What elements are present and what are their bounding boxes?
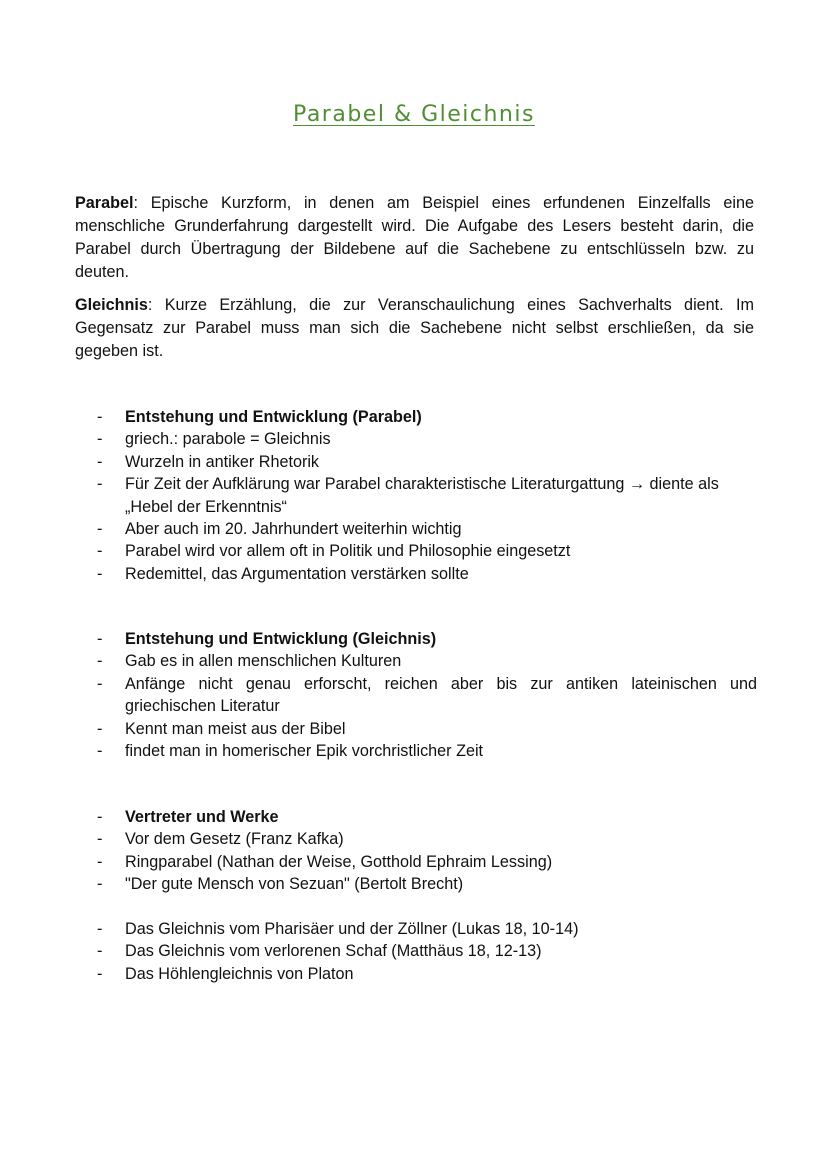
list-item: - Anfänge nicht genau erforscht, reichen aber bis zur antiken lateinischen und griechischen Literatur [97, 674, 757, 716]
page-title [0, 102, 828, 127]
list-item: - Aber auch im 20. Jahrhundert weiterhin wichtig [97, 520, 462, 539]
list-item: - Wurzeln in antiker Rhetorik [97, 452, 320, 471]
definition-text: : Epische Kurzform, in denen am Beispiel eines erfundenen Einzelfalls eine menschliche Grunderfahrung dargestellt wird. Die Aufgabe des Lesers besteht darin, die Parabel durch Übertragung der Bildebene auf die Sachebene zu entschlüsseln bzw. zu deuten. [75, 194, 754, 281]
section-authors-works [97, 806, 757, 896]
list-item: - Das Gleichnis vom verlorenen Schaf (Matthäus 18, 12-13) [97, 942, 542, 961]
section-gleichnis-history [97, 628, 757, 762]
list-item: - Parabel wird vor allem oft in Politik und Philosophie eingesetzt [97, 542, 571, 561]
list-item: - Gab es in allen menschlichen Kulturen [97, 652, 402, 671]
section-heading: - Entstehung und Entwicklung (Parabel) [97, 408, 422, 426]
definition-term: Gleichnis [75, 296, 148, 314]
list-item: - Das Höhlengleichnis von Platon [97, 964, 354, 983]
list-item: - Redemittel, das Argumentation verstärken sollte [97, 564, 469, 583]
list-item: - griech.: parabole = Gleichnis [97, 430, 331, 449]
section-parabel-history [97, 406, 757, 585]
definition-text: : Kurze Erzählung, die zur Veranschaulichung eines Sachverhalts dient. Im Gegensatz zur Parabel muss man sich die Sachebene nicht selbst erschließen, da sie gegeben ist. [75, 296, 754, 360]
section-parables-list [97, 918, 757, 985]
list-item: - Kennt man meist aus der Bibel [97, 719, 346, 738]
definition-parabel [75, 192, 754, 284]
section-heading: - Entstehung und Entwicklung (Gleichnis) [97, 630, 437, 648]
list-item: - findet man in homerischer Epik vorchristlicher Zeit [97, 742, 484, 761]
list-item: - Für Zeit der Aufklärung war Parabel charakteristische Literaturgattung → diente als „Hebel der Erkenntnis“ [97, 475, 719, 516]
definition-term: Parabel [75, 194, 134, 212]
section-heading: - Vertreter und Werke [97, 808, 279, 826]
list-item: - Das Gleichnis vom Pharisäer und der Zöllner (Lukas 18, 10-14) [97, 920, 579, 938]
list-item: - Ringparabel (Nathan der Weise, Gotthold Ephraim Lessing) [97, 852, 553, 871]
list-item: - Vor dem Gesetz (Franz Kafka) [97, 830, 344, 849]
page-title-text: Parabel & Gleichnis [293, 102, 535, 127]
definition-gleichnis [75, 294, 754, 363]
list-item: - "Der gute Mensch von Sezuan" (Bertolt Brecht) [97, 875, 464, 894]
